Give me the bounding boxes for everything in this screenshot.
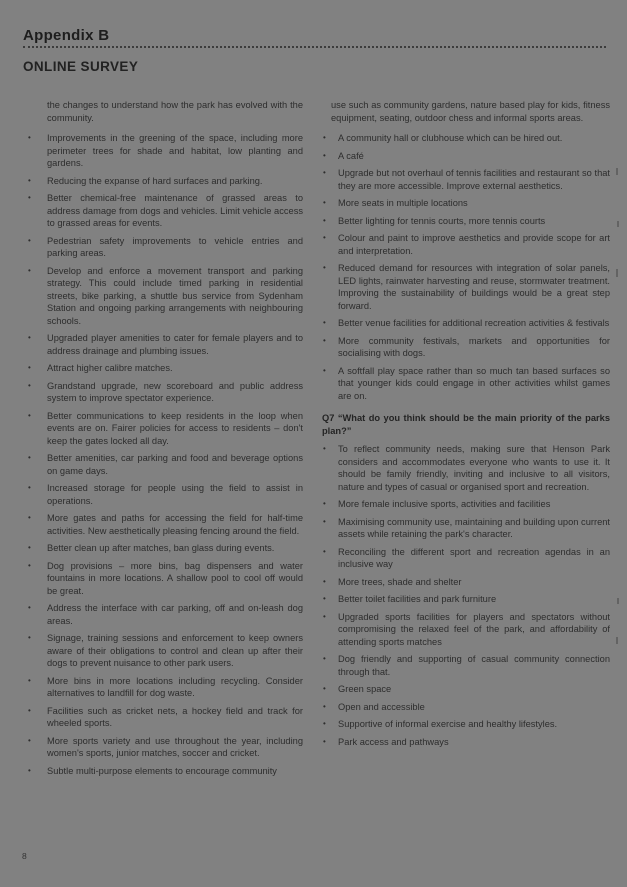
list-item [23,452,303,477]
list-item-text: Upgraded player amenities to cater for female players and to address drainage and plumbing issues. [47,333,303,356]
list-item-text: Signage, training sessions and enforcement to keep owners aware of their obligations to control and clean up after their dogs to prevent nuisance to other park users. [47,633,303,668]
bullet-icon: • [28,175,31,185]
list-item [322,683,610,696]
bullet-icon: • [323,168,326,177]
list-item [322,443,610,493]
scan-artifact [616,168,618,175]
left-intro-paragraph: the changes to understand how the park has evolved with the community. [47,100,303,123]
list-item-text: More gates and paths for accessing the field for half-time activities. New aesthetically pleasing fencing around the field. [47,513,303,536]
list-item-text: Green space [338,684,392,694]
list-item-text: Colour and paint to improve aesthetics and provide scope for art and interpretation. [338,233,610,256]
list-item-text: More sports variety and use throughout the year, including women's sports, junior matches, soccer and cricket. [47,735,303,758]
list-item-text: A café [338,150,364,161]
bullet-icon: • [28,560,31,570]
list-item [322,736,610,749]
dotted-divider [23,46,606,48]
list-item-text: Better chemical-free maintenance of grassed areas to address damage from dogs and vehicles. Limit vehicle access to grassed areas for events. [47,193,303,228]
list-item-text: Facilities such as cricket nets, a hockey field and track for wheeled sports. [47,705,303,728]
bullet-icon: • [28,333,31,342]
list-item-text: Develop and enforce a movement transport and parking strategy. This could include timed parking in residential streets, bike parking, a shuttle bus service from Sydenham Station and ongoing parking arrangements with neighbouring schools. [47,265,303,326]
list-item [23,735,303,760]
list-item-text: More bins in more locations including recycling. Consider alternatives to landfill for dog waste. [47,675,303,698]
bullet-icon: • [323,701,326,711]
list-item [23,765,303,778]
list-item-text: Better amenities, car parking and food and beverage options on game days. [47,453,303,476]
bullet-icon: • [28,363,31,372]
bullet-icon: • [28,765,31,775]
list-item [23,482,303,507]
bullet-icon: • [323,736,326,746]
list-item [23,602,303,627]
list-item-text: Better lighting for tennis courts, more tennis courts [338,215,546,226]
list-item [322,701,610,714]
list-item [23,410,303,448]
list-item-text: Maximising community use, maintaining and building upon current assets while retaining the park's character. [338,516,610,539]
list-item [322,593,610,606]
list-item [23,235,303,260]
scan-artifact [616,269,618,277]
list-item [23,560,303,598]
question-heading: Q7 “What do you think should be the main priority of the parks plan?” [322,413,610,436]
list-item [23,362,303,375]
left-bullet-list [23,132,303,777]
scan-artifact [617,598,619,604]
bullet-icon: • [323,150,326,160]
bullet-icon: • [323,546,326,556]
list-item [322,611,610,649]
list-item [23,265,303,328]
bullet-icon: • [323,594,326,603]
bullet-icon: • [323,318,326,327]
bullet-icon: • [28,410,31,420]
list-item-text: Increased storage for people using the field to assist in operations. [47,483,303,506]
list-item [322,718,610,731]
list-item-text: Dog provisions – more bins, bag dispensers and water fountains in more locations. A shallow pool to cool off would be great. [47,560,303,596]
list-item [322,317,610,330]
bullet-icon: • [28,235,31,245]
bullet-icon: • [323,215,326,225]
list-item [23,512,303,537]
list-item-text: More seats in multiple locations [338,198,468,208]
bullet-icon: • [323,684,326,693]
list-item [23,675,303,700]
bullet-icon: • [323,654,326,663]
bullet-icon: • [28,483,31,492]
list-item [23,332,303,357]
list-item [322,546,610,571]
list-item-text: Supportive of informal exercise and healthy lifestyles. [338,719,558,729]
list-item [322,498,610,511]
list-item-text: Better venue facilities for additional recreation activities & festivals [338,318,610,328]
list-item [322,167,610,192]
list-item-text: Pedestrian safety improvements to vehicle entries and parking areas. [47,235,303,258]
list-item-text: Reducing the expanse of hard surfaces and parking. [47,175,263,186]
list-item-text: Open and accessible [338,701,425,712]
list-item [23,380,303,405]
list-item [23,192,303,230]
right-intro-paragraph: use such as community gardens, nature based play for kids, fitness equipment, seating, outdoor chess and informal sports areas. [331,100,610,123]
list-item [322,150,610,163]
list-item [322,335,610,360]
bullet-icon: • [323,516,326,526]
bullet-icon: • [28,543,31,552]
list-item-text: More female inclusive sports, activities and facilities [338,499,551,509]
list-item [322,232,610,257]
list-item-text: Better toilet facilities and park furniture [338,594,497,604]
list-item [23,132,303,170]
bullet-icon: • [28,633,31,642]
bullet-icon: • [323,611,326,621]
section-title: ONLINE SURVEY [23,59,139,74]
list-item [23,175,303,188]
bullet-icon: • [323,576,326,586]
bullet-icon: • [28,380,31,390]
list-item [322,365,610,403]
bullet-icon: • [323,335,326,345]
list-item-text: Better clean up after matches, ban glass during events. [47,543,275,553]
list-item-text: Address the interface with car parking, off and on-leash dog areas. [47,603,303,626]
right-column [322,99,610,782]
bullet-icon: • [323,133,326,142]
list-item-text: More trees, shade and shelter [338,576,462,587]
bullet-icon: • [28,265,31,275]
scan-artifact [616,637,618,644]
scan-artifact [617,221,619,227]
list-item-text: Reconciling the different sport and recreation agendas in an inclusive way [338,546,610,569]
list-item-text: Dog friendly and supporting of casual community connection through that. [338,654,610,677]
list-item-text: A softfall play space rather than so much tan based surfaces so that younger kids could engage in other activities whilst games are on. [338,365,610,401]
list-item [322,197,610,210]
list-item-text: Upgrade but not overhaul of tennis facilities and restaurant so that they are more accessible. Improve external aesthetics. [338,168,610,191]
list-item-text: More community festivals, markets and opportunities for socialising with dogs. [338,335,610,358]
bullet-icon: • [28,193,31,202]
page-header [0,0,627,74]
list-item-text: Reduced demand for resources with integration of solar panels, LED lights, rainwater harvesting and reuse, stormwater treatment. Improving the sustainability of buildings would be a great step forward. [338,263,610,311]
bullet-icon: • [323,499,326,508]
bullet-icon: • [28,453,31,462]
list-item-text: Attract higher calibre matches. [47,363,173,373]
list-item-text: Subtle multi-purpose elements to encourage community [47,765,277,776]
list-item-text: To reflect community needs, making sure that Henson Park considers and accommodates everyone who wants to use it. It should be family friendly, inviting and inclusive to all visitors, nature and types of casual or organised sport and recreation. [338,444,610,492]
right-bullet-list [322,132,610,402]
list-item [322,215,610,228]
bullet-icon: • [323,365,326,375]
bullet-icon: • [323,263,326,272]
list-item [23,632,303,670]
list-item-text: Improvements in the greening of the space, including more perimeter trees for shade and habitat, low planting and gardens. [47,133,303,168]
two-column-body [0,99,627,782]
bullet-icon: • [28,513,31,522]
page-number: 8 [22,851,27,861]
list-item-text: Better communications to keep residents in the loop when events are on. Fairer policies for access to residents – don't keep the gates locked all day. [47,410,303,446]
list-item [322,262,610,312]
bullet-icon: • [28,603,31,612]
list-item-text: Upgraded sports facilities for players and spectators without compromising the relaxed feel of the park, and affordability of attending sports matches [338,611,610,647]
list-item [322,576,610,589]
list-item-text: Grandstand upgrade, new scoreboard and public address system to improve spectator experience. [47,380,303,403]
list-item-text: Park access and pathways [338,736,449,747]
bullet-icon: • [323,719,326,728]
left-column [23,99,303,782]
list-item-text: A community hall or clubhouse which can be hired out. [338,133,563,143]
list-item [322,653,610,678]
bullet-icon: • [323,233,326,242]
page-title: Appendix B [23,27,110,44]
bullet-icon: • [28,735,31,745]
bullet-icon: • [28,675,31,685]
bullet-icon: • [28,133,31,142]
bullet-icon: • [323,198,326,207]
question-bullet-list [322,443,610,748]
list-item [322,516,610,541]
list-item [322,132,610,145]
bullet-icon: • [28,705,31,715]
list-item [23,542,303,555]
list-item [23,705,303,730]
bullet-icon: • [323,444,326,453]
